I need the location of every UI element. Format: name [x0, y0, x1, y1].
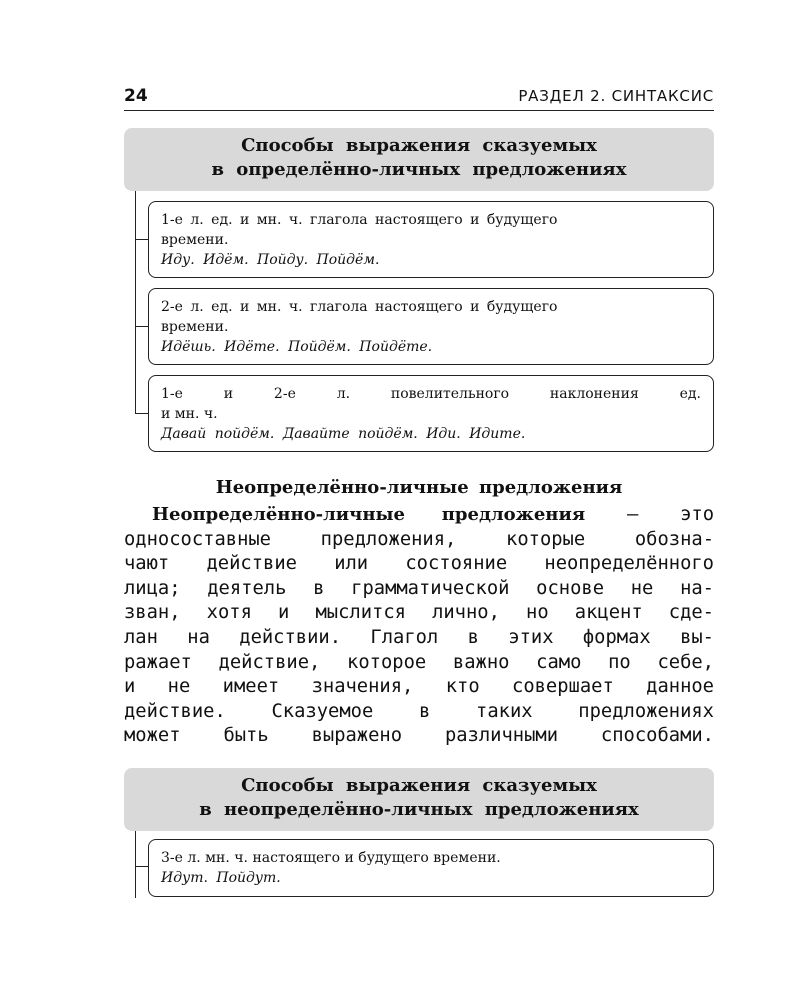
block2-connector-1	[135, 866, 148, 867]
body-paragraph	[124, 503, 714, 749]
item-text-line1: 2-е л. ед. и мн. ч. глагола настоящего и будущего	[161, 299, 558, 315]
paragraph-line: действие. Сказуемое в таких предложениях	[124, 700, 714, 722]
paragraph-line: и не имеет значения, кто совершает данное	[124, 676, 714, 698]
paragraph-line: чают действие или состояние неопределённого	[124, 553, 714, 575]
item-text-line1: 3-е л. мн. ч. настоящего и будущего времени.	[161, 850, 501, 866]
term: Неопределённо-личные предложения	[152, 504, 586, 525]
paragraph-line: ражает действие, которое важно само по себе,	[124, 651, 714, 673]
item-text-line2: времени.	[161, 232, 229, 248]
block2-title	[124, 768, 714, 831]
paragraph-line-text: — это	[626, 504, 714, 525]
block2-title-line2: в неопределённо-личных предложениях	[199, 799, 639, 820]
paragraph-line: лан на действии. Глагол в этих формах вы-	[124, 626, 714, 648]
block1-title-line2: в определённо-личных предложениях	[211, 159, 627, 180]
block2-title-line1: Способы выражения сказуемых	[241, 775, 597, 796]
paragraph-line	[124, 503, 714, 528]
block1-title-line1: Способы выражения сказуемых	[241, 135, 597, 156]
item-example: Идёшь. Идёте. Пойдём. Пойдёте.	[161, 339, 433, 355]
subheading: Неопределённо-личные предложения	[215, 477, 623, 498]
item-text-line1: 1-е л. ед. и мн. ч. глагола настоящего и будущего	[161, 212, 558, 228]
block1-connector-1	[135, 239, 148, 240]
block1-connector-2	[135, 326, 148, 327]
block1-item-3	[148, 375, 714, 452]
paragraph-line: односоставные предложения, которые обозна-	[124, 528, 714, 550]
page-number: 24	[124, 86, 148, 106]
item-text-line2: и мн. ч.	[161, 406, 218, 422]
paragraph-line: может быть выражено различными способами.	[124, 725, 714, 747]
paragraph-line: зван, хотя и мыслится лично, но акцент сде-	[124, 602, 714, 624]
block1-title	[124, 128, 714, 191]
item-example: Давай пойдём. Давайте пойдём. Иди. Идите.	[161, 426, 526, 442]
paragraph-line: лица; деятель в грамматической основе не на-	[124, 577, 714, 599]
block1-connector-3	[135, 413, 148, 414]
block2-connector-line	[135, 831, 136, 898]
item-example: Иду. Идём. Пойду. Пойдём.	[161, 252, 380, 268]
block2-item-1	[148, 839, 714, 897]
section-title: РАЗДЕЛ 2. СИНТАКСИС	[518, 87, 714, 105]
item-example: Идут. Пойдут.	[161, 870, 281, 886]
block1-item-2	[148, 288, 714, 365]
page-header	[124, 86, 714, 111]
block1-item-1	[148, 201, 714, 278]
item-text-line2: времени.	[161, 319, 229, 335]
block1-connector-line	[135, 191, 136, 414]
item-text-line1: 1-е и 2-е л. повелительного наклонения ед.	[161, 386, 701, 402]
